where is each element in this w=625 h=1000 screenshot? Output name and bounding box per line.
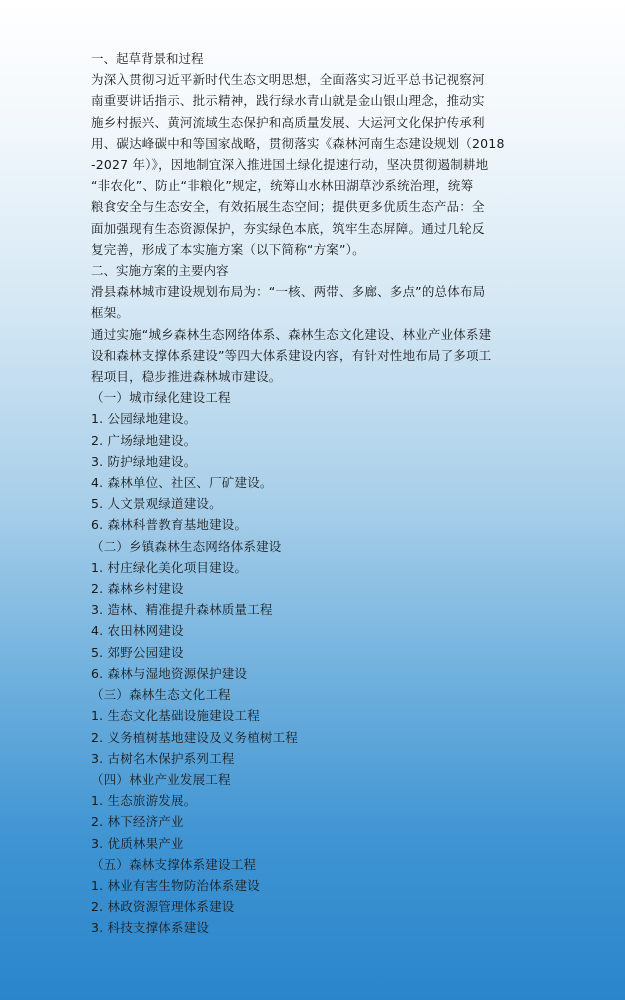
section-heading: 一、起草背景和过程 — [91, 51, 204, 66]
list-item: 1. 生态文化基础设施建设工程 — [91, 708, 260, 724]
list-item: 2. 广场绿地建设。 — [91, 432, 197, 448]
list-item: 1. 生态旅游发展。 — [91, 793, 197, 809]
group-title: （二）乡镇森林生态网络体系建设 — [91, 538, 282, 554]
project-group-5 — [91, 854, 545, 939]
paragraph-line: 滑县森林城市建设规划布局为：“一核、两带、多廊、多点”的总体布局 — [91, 284, 486, 300]
paragraph-line: 面加强现有生态资源保护，夯实绿色本底，筑牢生态屏障。通过几轮反 — [91, 220, 485, 236]
paragraph-line: 设和森林支撑体系建设”等四大体系建设内容，有针对性地布局了多项工 — [91, 347, 492, 363]
paragraph-line: 复完善，形成了本实施方案（以下简称“方案”）。 — [91, 241, 365, 257]
paragraph-line: “非农化”、防止“非粮化”规定，统筹山水林田湖草沙系统治理，统筹 — [91, 178, 474, 194]
project-group-3 — [91, 684, 545, 769]
list-item: 2. 林政资源管理体系建设 — [91, 899, 235, 915]
list-item: 3. 防护绿地建设。 — [91, 453, 197, 469]
list-item: 6. 森林与湿地资源保护建设 — [91, 665, 248, 681]
group-title: （三）森林生态文化工程 — [91, 687, 231, 703]
paragraph-line: 为深入贯彻习近平新时代生态文明思想，全面落实习近平总书记视察河 — [91, 72, 485, 88]
section-heading: 二、实施方案的主要内容 — [91, 263, 229, 279]
paragraph-line: 用、碳达峰碳中和等国家战略，贯彻落实《森林河南生态建设规划（2018 — [91, 135, 505, 151]
paragraph-line: 程项目，稳步推进森林城市建设。 — [91, 369, 282, 385]
list-item: 6. 森林科普教育基地建设。 — [91, 517, 248, 533]
paragraph-line: 通过实施“城乡森林生态网络体系、森林生态文化建设、林业产业体系建 — [91, 326, 492, 342]
section-1-body — [91, 69, 545, 260]
list-item: 4. 森林单位、社区、厂矿建设。 — [91, 475, 273, 491]
list-item: 2. 森林乡村建设 — [91, 581, 184, 597]
project-group-1 — [91, 387, 545, 535]
list-item: 5. 人文景观绿道建设。 — [91, 496, 222, 512]
list-item: 3. 造林、精准提升森林质量工程 — [91, 602, 273, 618]
list-item: 2. 林下经济产业 — [91, 814, 184, 830]
list-item: 4. 农田林网建设 — [91, 623, 184, 639]
group-title: （一）城市绿化建设工程 — [91, 390, 231, 406]
project-group-2 — [91, 536, 545, 684]
list-item: 1. 村庄绿化美化项目建设。 — [91, 559, 248, 575]
paragraph-line: 框架。 — [91, 305, 130, 321]
paragraph-line: -2027 年）》，因地制宜深入推进国土绿化提速行动，坚决贯彻遏制耕地 — [91, 157, 489, 173]
paragraph-line: 南重要讲话指示、批示精神，践行绿水青山就是金山银山理念，推动实 — [91, 93, 485, 109]
list-item: 1. 林业有害生物防治体系建设 — [91, 877, 260, 893]
list-item: 5. 郊野公园建设 — [91, 644, 184, 660]
paragraph-line: 粮食安全与生态安全，有效拓展生态空间；提供更多优质生态产品：全 — [91, 199, 485, 215]
group-title: （五）森林支撑体系建设工程 — [91, 856, 257, 872]
project-group-4 — [91, 769, 545, 854]
list-item: 2. 义务植树基地建设及义务植树工程 — [91, 729, 299, 745]
group-title: （四）林业产业发展工程 — [91, 771, 231, 787]
list-item: 3. 古树名木保护系列工程 — [91, 750, 235, 766]
section-2-intro — [91, 281, 545, 387]
list-item: 3. 科技支撑体系建设 — [91, 920, 210, 936]
paragraph-line: 施乡村振兴、黄河流域生态保护和高质量发展、大运河文化保护传承利 — [91, 114, 485, 130]
list-item: 1. 公园绿地建设。 — [91, 411, 197, 427]
list-item: 3. 优质林果产业 — [91, 835, 184, 851]
